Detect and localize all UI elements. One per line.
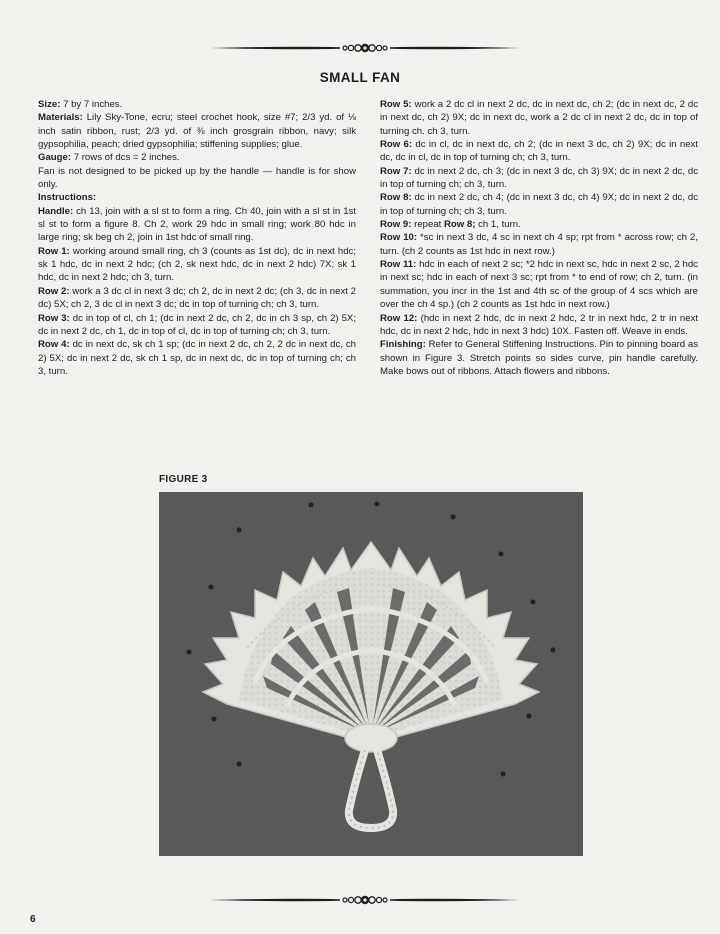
row-4-label: Row 4: bbox=[38, 339, 70, 351]
row-7-text: dc in next 2 dc, ch 3; (dc in next 3 dc, ch 3) 9X; dc in next 2 dc, dc in top of turning ch; ch 3, turn. bbox=[380, 165, 698, 191]
row-1-paragraph bbox=[38, 245, 356, 285]
row-12-label: Row 12: bbox=[380, 312, 418, 324]
ornament-divider-top-icon bbox=[210, 40, 520, 56]
figure-caption: FIGURE 3 bbox=[159, 474, 208, 485]
ornament-divider-bottom-icon bbox=[210, 892, 520, 908]
page-number: 6 bbox=[30, 914, 36, 925]
materials-text: Lily Sky-Tone, ecru; steel crochet hook, size #7; 2/3 yd. of ⅛ inch satin ribbon, rust; 2/3 yd. of ⅜ inch grosgrain ribbon, navy; silk gypsophilia, peach; dried gypsophilia; stiffening supplies; glue. bbox=[38, 112, 356, 151]
row-11-paragraph bbox=[380, 258, 698, 311]
row-4-paragraph bbox=[38, 338, 356, 378]
handle-label: Handle: bbox=[38, 205, 74, 217]
row-4-text: dc in next dc, sk ch 1 sp; (dc in next 2 dc, ch 2, 2 dc in next dc, ch 2) 5X; dc in next 2 dc, sk ch 1 sp, dc in next dc, dc in top of turning ch; ch 3, turn. bbox=[38, 339, 357, 377]
row-2-label: Row 2: bbox=[38, 285, 70, 297]
row-7-paragraph bbox=[380, 165, 698, 192]
page-title: SMALL FAN bbox=[319, 70, 401, 85]
row-3-paragraph bbox=[38, 312, 356, 339]
row-9-reference: Row 8; bbox=[444, 219, 476, 231]
finishing-label: Finishing: bbox=[380, 339, 426, 351]
row-9-text: repeat bbox=[411, 219, 444, 231]
gauge-label: Gauge: bbox=[38, 152, 72, 164]
instructions-heading-text: Instructions: bbox=[38, 192, 97, 204]
row-1-text: working around small ring, ch 3 (counts as 1st dc), dc in next hdc; sk 1 hdc, dc in next 2 hdc; (ch 2, sk next hdc, dc in next 2 hdc) 7X; sk 1 hdc, dc in next 2 hdc; ch 3, turn. bbox=[38, 245, 357, 284]
row-7-label: Row 7: bbox=[380, 165, 412, 177]
gauge-paragraph bbox=[38, 151, 356, 164]
row-5-paragraph bbox=[380, 98, 698, 138]
row-10-text: *sc in next 3 dc, 4 sc in next ch 4 sp; rpt from * across row; ch 2, turn. (ch 2 counts as 1st hdc in next row.) bbox=[380, 232, 698, 257]
row-6-text: dc in cl, dc in next dc, ch 2; (dc in next 3 dc, ch 2) 9X; dc in next dc, dc in cl, dc in top of turning ch; ch 3, turn. bbox=[380, 139, 698, 164]
handle-note: Fan is not designed to be picked up by the handle — handle is for show only. bbox=[38, 165, 356, 191]
materials-label: Materials: bbox=[38, 112, 83, 124]
figure-3-photo bbox=[159, 492, 583, 856]
gauge-text: 7 rows of dcs = 2 inches. bbox=[71, 152, 180, 164]
row-3-label: Row 3: bbox=[38, 312, 70, 324]
row-9-paragraph bbox=[380, 218, 698, 231]
size-text: 7 by 7 inches. bbox=[60, 99, 123, 110]
row-10-paragraph bbox=[380, 231, 698, 258]
instructions-right-column bbox=[380, 98, 698, 378]
row-8-text: dc in next 2 dc, ch 4; (dc in next 3 dc, ch 4) 9X; dc in next 2 dc, dc in top of turning ch; ch 3, turn. bbox=[380, 192, 698, 217]
handle-paragraph bbox=[38, 205, 356, 245]
row-5-text: work a 2 dc cl in next 2 dc, dc in next dc, ch 2; (dc in next dc, 2 dc in next dc, ch 2) 9X; dc in next dc, work a 2 dc cl in next 2 dc, dc in top of turning ch. ch 3, turn. bbox=[380, 99, 698, 137]
finishing-paragraph bbox=[380, 338, 698, 378]
instructions-heading bbox=[38, 191, 356, 204]
row-12-text: (hdc in next 2 hdc, dc in next 2 hdc, 2 tr in next hdc, 2 tr in next hdc, dc in next 2 hdc, hdc in next 3 hdc) 10X. Fasten off. Weave in ends. bbox=[380, 312, 698, 337]
fan-handle-loop bbox=[349, 750, 393, 828]
size-label: Size: bbox=[38, 99, 61, 110]
row-12-paragraph bbox=[380, 312, 698, 339]
row-8-paragraph bbox=[380, 191, 698, 218]
row-6-label: Row 6: bbox=[380, 139, 413, 151]
row-3-text: dc in top of cl, ch 1; (dc in next 2 dc, ch 2, dc in ch 3 sp, ch 2) 5X; dc in next 2 dc, ch 1, dc in top of cl, dc in top of turning ch; ch 3, turn. bbox=[38, 312, 356, 337]
row-9-label: Row 9: bbox=[380, 219, 412, 231]
crocheted-fan-illustration bbox=[159, 492, 583, 856]
row-8-label: Row 8: bbox=[380, 192, 412, 204]
row-5-label: Row 5: bbox=[380, 99, 412, 110]
row-6-paragraph bbox=[380, 138, 698, 165]
row-10-label: Row 10: bbox=[380, 232, 418, 244]
row-2-text: work a 3 dc cl in next 3 dc; ch 2, dc in next 2 dc; (ch 3, dc in next 2 dc) 5X; ch 2, 3 dc cl in next 3 dc; dc in top of turning ch; ch 3, turn. bbox=[38, 285, 356, 311]
row-9-text-end: ch 1, turn. bbox=[475, 219, 521, 231]
handle-text: ch 13, join with a sl st to form a ring. Ch 40, join with a sl st in 1st sl st to form a figure 8. Ch 2, work 29 hdc in small ring; work 80 hdc in large ring; sk beg ch 2, join in 1st hdc of small ring. bbox=[38, 205, 356, 244]
size-paragraph bbox=[38, 98, 356, 111]
instructions-left-column bbox=[38, 98, 356, 378]
row-11-label: Row 11: bbox=[380, 259, 417, 271]
row-11-text: hdc in each of next 2 sc; *2 hdc in next sc, hdc in next 2 sc, 2 hdc in next sc; hdc in each of next 3 sc; rpt from * to end of row; ch 2, turn. (in summation, you incr in the 1st and 4th sc of the group of 4 scs which are over the ch 4 sp.) (ch 2 counts as 1st hdc in next row.) bbox=[380, 259, 698, 311]
finishing-text: Refer to General Stiffening Instructions. Pin to pinning board as shown in Figure 3. Stretch points so sides curve, pin handle carefully. Make bows out of ribbons. Attach flowers and ribbons. bbox=[380, 339, 698, 377]
row-2-paragraph bbox=[38, 285, 356, 312]
materials-paragraph bbox=[38, 111, 356, 151]
row-1-label: Row 1: bbox=[38, 245, 70, 257]
